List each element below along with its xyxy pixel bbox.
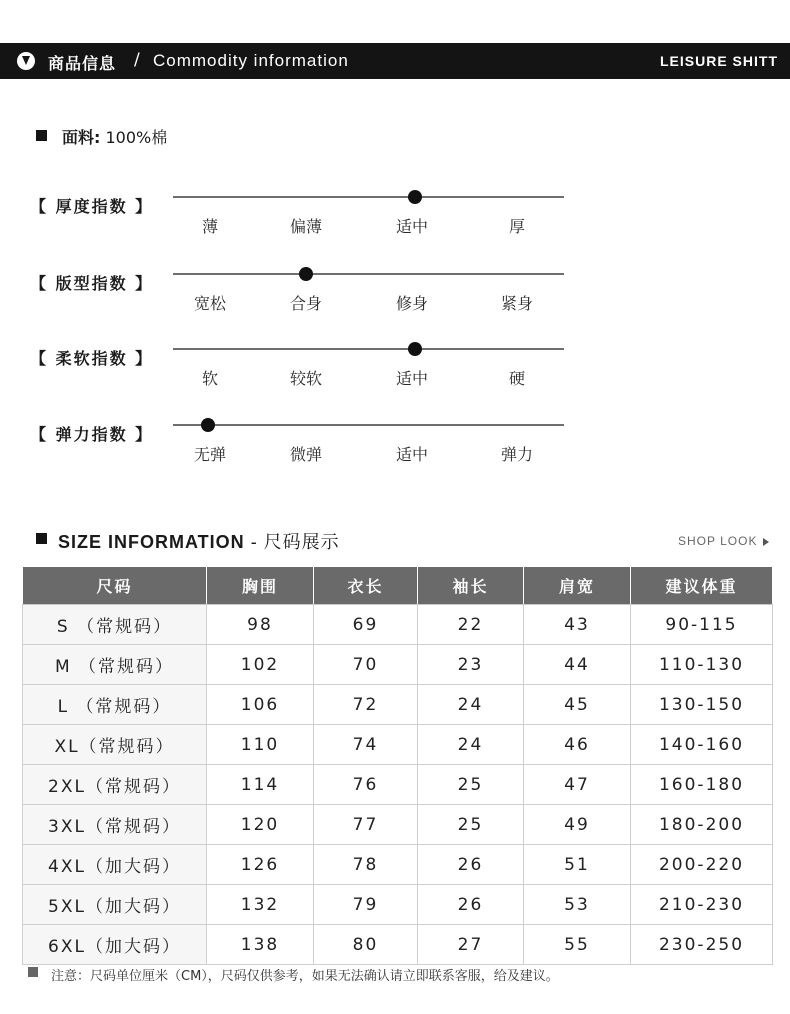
scale-option: 偏薄 [289,217,322,236]
scale-option: 薄 [201,217,218,236]
table-header-cell: 衣长 [314,567,418,605]
scale-option: 软 [201,369,218,388]
table-cell: 6XL（加大码） [23,925,207,965]
table-cell: 106 [207,685,314,725]
table-cell: 44 [524,645,631,685]
table-row [23,645,773,685]
table-cell: 98 [207,605,314,645]
table-cell: XL（常规码） [23,725,207,765]
table-cell: 102 [207,645,314,685]
index-label: 【 柔软指数 】 [30,349,154,368]
table-cell: 53 [524,885,631,925]
table-cell: 2XL（常规码） [23,765,207,805]
table-cell: 49 [524,805,631,845]
index-label: 【 版型指数 】 [30,274,154,293]
table-cell: 25 [418,805,524,845]
table-cell: 140-160 [631,725,773,765]
scale-option: 适中 [395,369,428,388]
fabric-bullet-icon [36,130,47,141]
size-heading [58,528,340,554]
table-header-cell: 尺码 [23,567,207,605]
table-cell: 55 [524,925,631,965]
heart-icon [17,52,35,70]
table-cell: 126 [207,845,314,885]
table-cell: 4XL（加大码） [23,845,207,885]
table-cell: 45 [524,685,631,725]
table-cell: 230-250 [631,925,773,965]
scale-line [173,196,564,198]
header-bar [0,43,790,79]
table-cell: 26 [418,845,524,885]
size-heading-en: SIZE INFORMATION [58,532,245,552]
table-cell: 160-180 [631,765,773,805]
scale-indicator [408,190,422,204]
table-header-row [23,567,773,605]
table-header-cell: 袖长 [418,567,524,605]
table-cell: 90-115 [631,605,773,645]
scale-option: 修身 [395,294,428,313]
table-cell: 120 [207,805,314,845]
scale-option: 宽松 [193,294,226,313]
note-bullet-icon [28,967,38,977]
table-cell: 130-150 [631,685,773,725]
table-row [23,845,773,885]
table-cell: 138 [207,925,314,965]
scale-option: 紧身 [500,294,533,313]
play-arrow-icon [763,538,769,546]
table-cell: 23 [418,645,524,685]
header-title-cn: 商品信息 [48,54,117,73]
table-cell: 78 [314,845,418,885]
shop-look-link[interactable] [678,534,769,548]
table-cell: 210-230 [631,885,773,925]
table-cell: 132 [207,885,314,925]
index-label: 【 弹力指数 】 [30,425,154,444]
table-cell: 80 [314,925,418,965]
table-row [23,685,773,725]
size-note: 注意：尺码单位厘米（CM），尺码仅供参考，如果无法确认请立即联系客服，给及建议。 [51,969,559,984]
fabric-info [62,125,167,148]
size-table [22,566,773,965]
table-cell: 77 [314,805,418,845]
table-row [23,925,773,965]
table-row [23,605,773,645]
size-bullet-icon [36,533,47,544]
table-cell: 114 [207,765,314,805]
header-title-en: Commodity information [153,51,349,70]
table-cell: 24 [418,725,524,765]
size-heading-cn: - 尺码展示 [250,532,340,552]
table-cell: 200-220 [631,845,773,885]
scale-option: 较软 [289,369,322,388]
table-cell: 70 [314,645,418,685]
table-cell: 46 [524,725,631,765]
table-row [23,725,773,765]
scale-option: 微弹 [289,445,322,464]
table-cell: 47 [524,765,631,805]
table-cell: 180-200 [631,805,773,845]
scale-indicator [408,342,422,356]
table-cell: 5XL（加大码） [23,885,207,925]
table-cell: 76 [314,765,418,805]
table-cell: 43 [524,605,631,645]
scale-option: 厚 [508,217,525,236]
table-cell: 27 [418,925,524,965]
scale-option: 弹力 [500,445,533,464]
scale-line [173,424,564,426]
table-cell: 25 [418,765,524,805]
shop-look-label: SHOP LOOK [678,534,758,548]
table-cell: 72 [314,685,418,725]
table-header-cell: 胸围 [207,567,314,605]
table-row [23,805,773,845]
scale-option: 无弹 [193,445,226,464]
scale-option: 适中 [395,445,428,464]
index-label: 【 厚度指数 】 [30,197,154,216]
scale-indicator [201,418,215,432]
table-cell: 51 [524,845,631,885]
table-cell: M （常规码） [23,645,207,685]
table-header-cell: 肩宽 [524,567,631,605]
fabric-label: 面料: [62,128,101,147]
table-cell: 69 [314,605,418,645]
scale-option: 硬 [508,369,525,388]
table-cell: 26 [418,885,524,925]
table-cell: 24 [418,685,524,725]
scale-indicator [299,267,313,281]
header-separator: / [134,50,140,70]
table-row [23,765,773,805]
table-cell: 110-130 [631,645,773,685]
table-cell: 22 [418,605,524,645]
table-row [23,885,773,925]
scale-line [173,348,564,350]
fabric-value: 100%棉 [105,128,168,147]
table-cell: 110 [207,725,314,765]
table-header-cell: 建议体重 [631,567,773,605]
header-right-title: LEISURE SHITT [659,53,778,69]
scale-option: 适中 [395,217,428,236]
scale-line [173,273,564,275]
table-cell: 74 [314,725,418,765]
table-cell: S （常规码） [23,605,207,645]
scale-option: 合身 [289,294,322,313]
table-cell: 3XL（常规码） [23,805,207,845]
table-cell: L （常规码） [23,685,207,725]
table-cell: 79 [314,885,418,925]
